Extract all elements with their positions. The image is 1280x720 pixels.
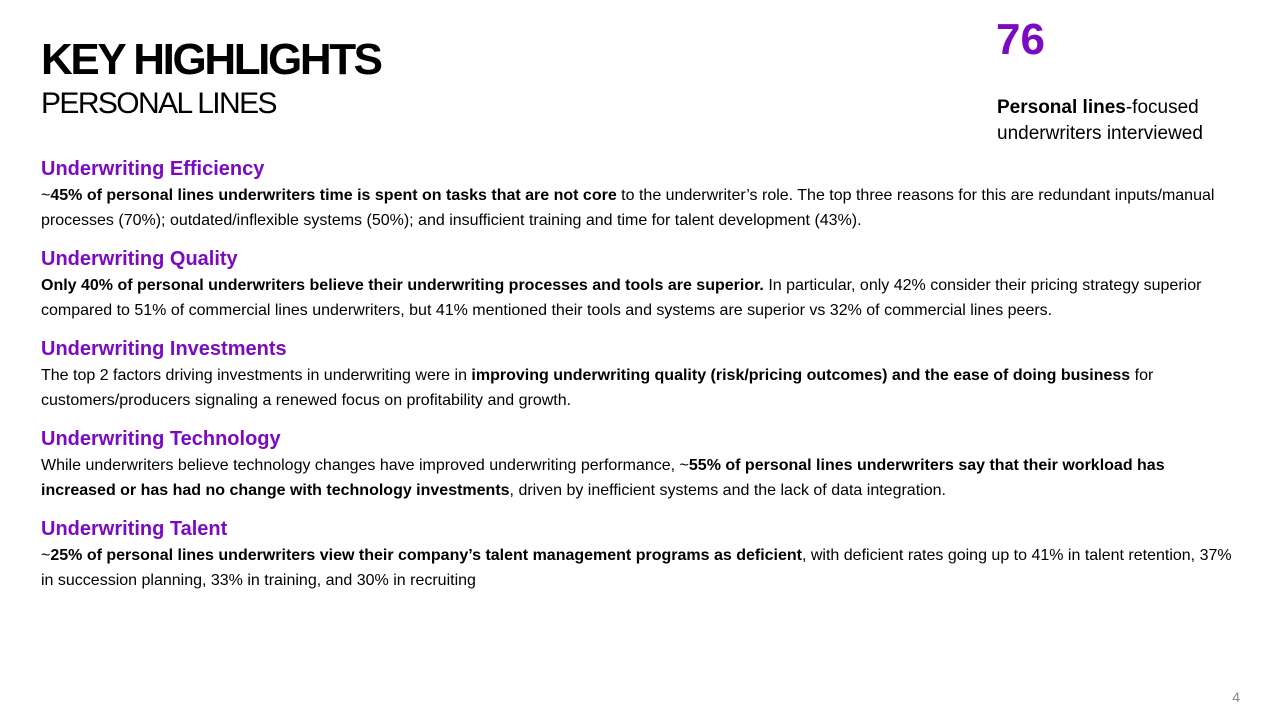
body-text: The top 2 factors driving investments in underwriting were in [41, 367, 472, 384]
body-text: , with deficient rates going up to 41% in talent retention, 37% in succession planning, 33% in training, and 30% in recruiting [41, 547, 1232, 589]
body-emphasis: Only 40% of personal underwriters believe their underwriting processes and tools are superior. [41, 277, 764, 294]
section-body [41, 453, 1241, 503]
body-text: to the underwriter’s role. The top three reasons for this are redundant inputs/manual processes (70%); outdated/inflexible systems (50%); and insufficient training and time for talent development (43%). [41, 187, 1215, 229]
body-emphasis: 55% of personal lines underwriters say that their workload has increased or has had no change with technology investments [41, 457, 1165, 499]
section-body [41, 273, 1241, 323]
highlight-section [41, 245, 1241, 323]
highlights-list [41, 155, 1241, 605]
section-body [41, 543, 1241, 593]
highlight-section [41, 155, 1241, 233]
section-body [41, 183, 1241, 233]
highlight-section [41, 515, 1241, 593]
body-emphasis: improving underwriting quality (risk/pricing outcomes) and the ease of doing business [471, 367, 1131, 384]
section-heading: Underwriting Efficiency [41, 158, 265, 180]
body-text: for customers/producers signaling a renewed focus on profitability and growth. [41, 367, 1154, 409]
body-text: In particular, only 42% consider their pricing strategy superior compared to 51% of commercial lines underwriters, but 41% mentioned their tools and systems are superior vs 32% of commercial lines peers. [41, 277, 1202, 319]
stat-number: 76 [996, 15, 1045, 64]
section-heading: Underwriting Investments [41, 338, 287, 360]
body-text: ~ [41, 187, 51, 204]
highlight-section [41, 335, 1241, 413]
section-heading: Underwriting Quality [41, 248, 238, 270]
highlight-section [41, 425, 1241, 503]
page-number: 4 [1232, 689, 1240, 705]
page-subtitle: PERSONAL LINES [41, 87, 276, 120]
section-heading: Underwriting Technology [41, 428, 281, 450]
body-emphasis: 25% of personal lines underwriters view their company’s talent management programs as deficient [50, 547, 802, 564]
body-text: While underwriters believe technology changes have improved underwriting performance, ~ [41, 457, 689, 474]
section-body [41, 363, 1241, 413]
stat-caption [997, 95, 1247, 147]
body-emphasis: 45% of personal lines underwriters time is spent on tasks that are not core [50, 187, 617, 204]
body-text: , driven by inefficient systems and the lack of data integration. [509, 482, 946, 499]
stat-caption-bold: Personal lines [997, 97, 1126, 118]
page-title: KEY HIGHLIGHTS [41, 35, 381, 84]
stat-caption-rest: -focused underwriters interviewed [997, 97, 1203, 144]
body-text: ~ [41, 547, 51, 564]
section-heading: Underwriting Talent [41, 518, 228, 540]
